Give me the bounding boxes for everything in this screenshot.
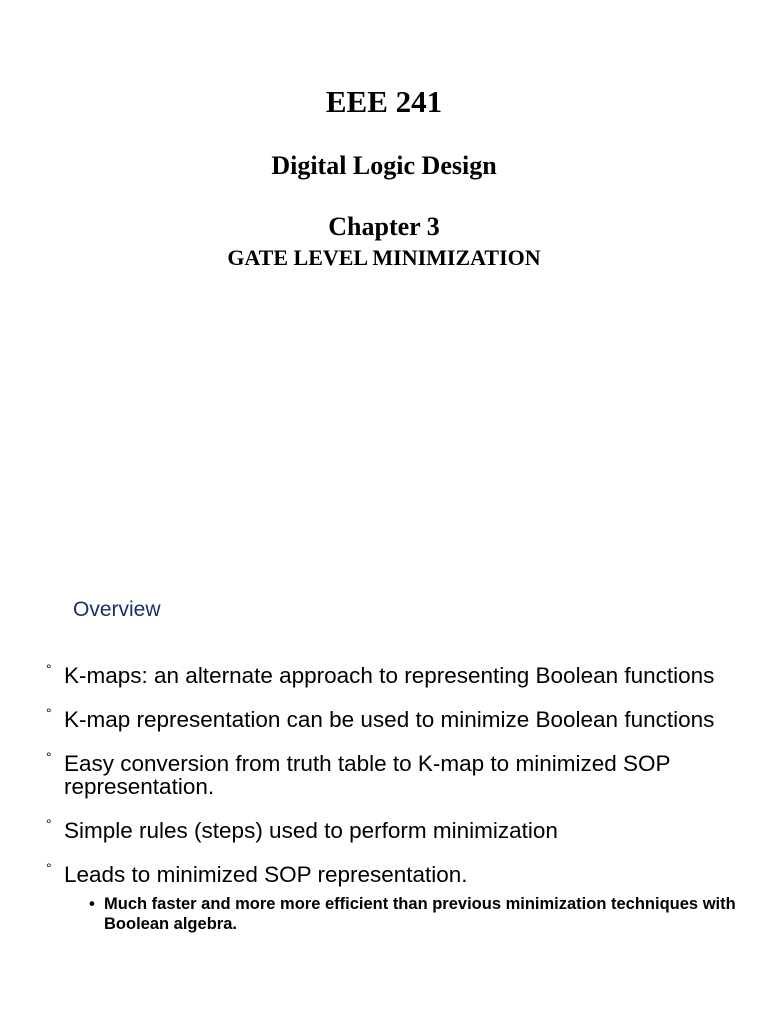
chapter-number: Chapter 3 [328,212,440,241]
bullet-marker: ° [46,816,52,832]
sub-bullet-item [46,894,756,934]
bullet-marker: ° [46,705,52,721]
chapter-title: GATE LEVEL MINIMIZATION [227,245,541,270]
overview-bullet-list [46,661,756,934]
bullet-text: K-map representation can be used to minimize Boolean functions [64,707,715,732]
bullet-text: K-maps: an alternate approach to representing Boolean functions [64,663,715,688]
course-name: Digital Logic Design [271,151,497,180]
bullet-item [46,816,756,843]
sub-bullet-container [46,894,756,934]
sub-bullet-list [46,894,756,934]
bullet-marker: ° [46,860,52,876]
bullet-item [46,705,756,732]
bullet-marker: ° [46,661,52,677]
bullet-item [46,661,756,688]
bullet-item [46,749,756,799]
bullet-text: Simple rules (steps) used to perform minimization [64,818,558,843]
sub-bullet-marker: • [89,895,95,913]
bullet-marker: ° [46,749,52,765]
course-code: EEE 241 [325,84,443,119]
bullet-item [46,860,756,887]
overview-heading: Overview [73,598,161,621]
sub-bullet-text: Much faster and more more efficient than previous minimization techniques with Boolean algebra. [104,895,736,933]
bullet-text: Leads to minimized SOP representation. [64,862,468,887]
bullet-text: Easy conversion from truth table to K-map to minimized SOP representation. [64,751,671,799]
